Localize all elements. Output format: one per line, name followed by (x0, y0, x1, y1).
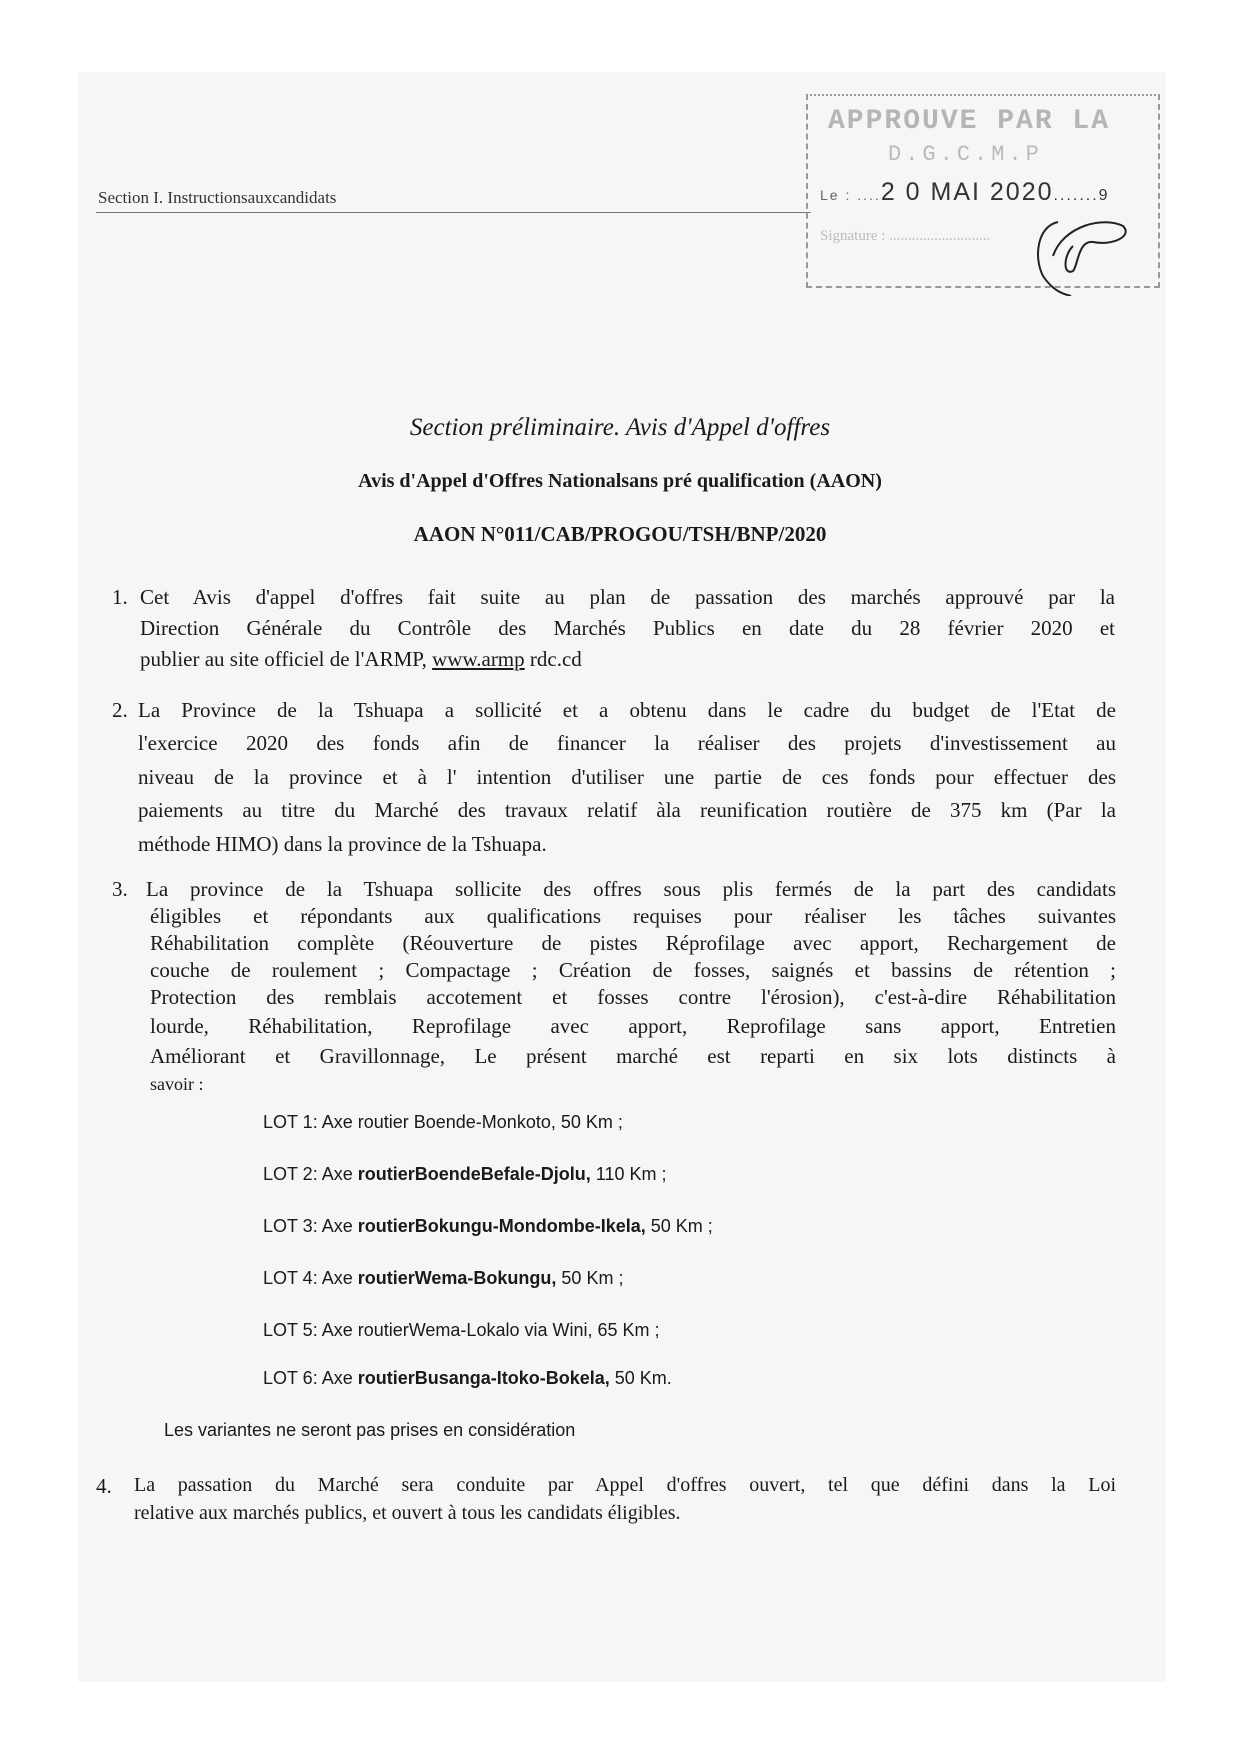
paragraph-line: relative aux marchés publics, et ouvert à tous les candidats éligibles. (134, 1502, 681, 1524)
lot-length: 50 Km ; (556, 1268, 624, 1288)
section-title: Section préliminaire. Avis d'Appel d'offres (409, 414, 831, 441)
lot-prefix: LOT 6: Axe (263, 1368, 358, 1388)
paragraph-number: 3. (112, 877, 128, 901)
paragraph-line: éligibles et répondants aux qualifications requises pour réaliser les tâches suivantes (150, 904, 1116, 928)
paragraph-number: 2. (112, 698, 128, 722)
handwritten-signature (1033, 216, 1143, 296)
stamp-signature-label: Signature : ........................... (820, 228, 991, 244)
paragraph-line: La Province de la Tshuapa a sollicité et a obtenu dans le cadre du budget de l'Etat de (138, 698, 1116, 722)
lot-route: routierWema-Bokungu, (357, 1268, 557, 1288)
lot-item (263, 1268, 623, 1289)
variants-note: Les variantes ne seront pas prises en considération (164, 1420, 576, 1440)
lot-item (263, 1164, 666, 1185)
stamp-line1: APPROUVE PAR LA (828, 106, 1111, 137)
lot-item (263, 1368, 672, 1389)
paragraph-line: La passation du Marché sera conduite par Appel d'offres ouvert, tel que défini dans la Loi (134, 1474, 1116, 1496)
lot-prefix: LOT 4: Axe (263, 1268, 358, 1288)
lot-length: , 65 Km ; (587, 1320, 660, 1340)
paragraph-line: Améliorant et Gravillonnage, Le présent marché est reparti en six lots distincts à (150, 1044, 1116, 1068)
lot-route: routierBokungu-Mondombe-Ikela, (357, 1216, 646, 1236)
lot-prefix: LOT 2: Axe (263, 1164, 358, 1184)
paragraph-line-with-link (140, 647, 582, 672)
link-suffix: rdc.cd (524, 647, 582, 671)
lot-prefix: LOT 1: Axe routier (263, 1112, 414, 1132)
lot-length: 50 Km. (609, 1368, 672, 1388)
paragraph-line: niveau de la province et à l' intention d'utiliser une partie de ces fonds pour effectuer des (138, 765, 1116, 789)
paragraph-line: Protection des remblais accotement et fosses contre l'érosion), c'est-à-dire Réhabilitation (150, 985, 1116, 1009)
lot-route: Boende-Monkoto (413, 1112, 551, 1132)
lot-length: , 50 Km ; (550, 1112, 623, 1132)
lot-route: routierBusanga-Itoko-Bokela, (357, 1368, 610, 1388)
paragraph-number: 4. (96, 1474, 112, 1498)
lot-route: routierBoendeBefale-Djolu, (357, 1164, 591, 1184)
lot-item (263, 1216, 713, 1237)
lot-length: 50 Km ; (645, 1216, 713, 1236)
stamp-date-line (820, 178, 1110, 207)
lot-prefix: LOT 3: Axe (263, 1216, 358, 1236)
paragraph-line: publier au site officiel de l'ARMP, (140, 647, 433, 671)
notice-title: Avis d'Appel d'Offres Nationalsans pré qualification (AAON) (358, 470, 882, 492)
paragraph-line: Réhabilitation complète (Réouverture de pistes Réprofilage avec apport, Rechargement de (150, 931, 1116, 955)
lot-prefix: LOT 5: Axe (263, 1320, 358, 1340)
section-header: Section I. Instructionsauxcandidats (98, 188, 337, 207)
lot-length: 110 Km ; (590, 1164, 667, 1184)
stamp-line2: D.G.C.M.P (888, 142, 1043, 167)
stamp-date-prefix: Le : .... (820, 187, 881, 203)
paragraph-line: l'exercice 2020 des fonds afin de financer la réaliser des projets d'investissement au (138, 731, 1116, 755)
stamp-date-suffix: .......9 (1053, 187, 1110, 204)
paragraph-line: Direction Générale du Contrôle des Marchés Publics en date du 28 février 2020 et (140, 616, 1115, 640)
approval-stamp (806, 94, 1160, 288)
paragraph-line: La province de la Tshuapa sollicite des offres sous plis fermés de la part des candidats (146, 877, 1116, 901)
paragraph-line: paiements au titre du Marché des travaux relatif àla reunification routière de 375 km (Par la (138, 798, 1116, 822)
paragraph-line: couche de roulement ; Compactage ; Création de fosses, saignés et bassins de rétention ; (150, 958, 1116, 982)
paragraph-line: méthode HIMO) dans la province de la Tshuapa. (138, 832, 547, 856)
paragraph-line: Cet Avis d'appel d'offres fait suite au plan de passation des marchés approuvé par la (140, 585, 1115, 609)
notice-reference: AAON N°011/CAB/PROGOU/TSH/BNP/2020 (413, 522, 827, 546)
paragraph-line: lourde, Réhabilitation, Reprofilage avec apport, Reprofilage sans apport, Entretien (150, 1014, 1116, 1038)
stamp-date: 2 0 MAI 2020 (880, 178, 1054, 206)
paragraph-line: savoir : (150, 1074, 204, 1094)
lot-route: routierWema-Lokalo via Wini (357, 1320, 588, 1340)
lot-item (263, 1320, 660, 1341)
armp-link[interactable]: www.armp (432, 647, 525, 671)
lot-item (263, 1112, 623, 1133)
header-divider (96, 212, 811, 213)
paragraph-number: 1. (112, 585, 128, 609)
